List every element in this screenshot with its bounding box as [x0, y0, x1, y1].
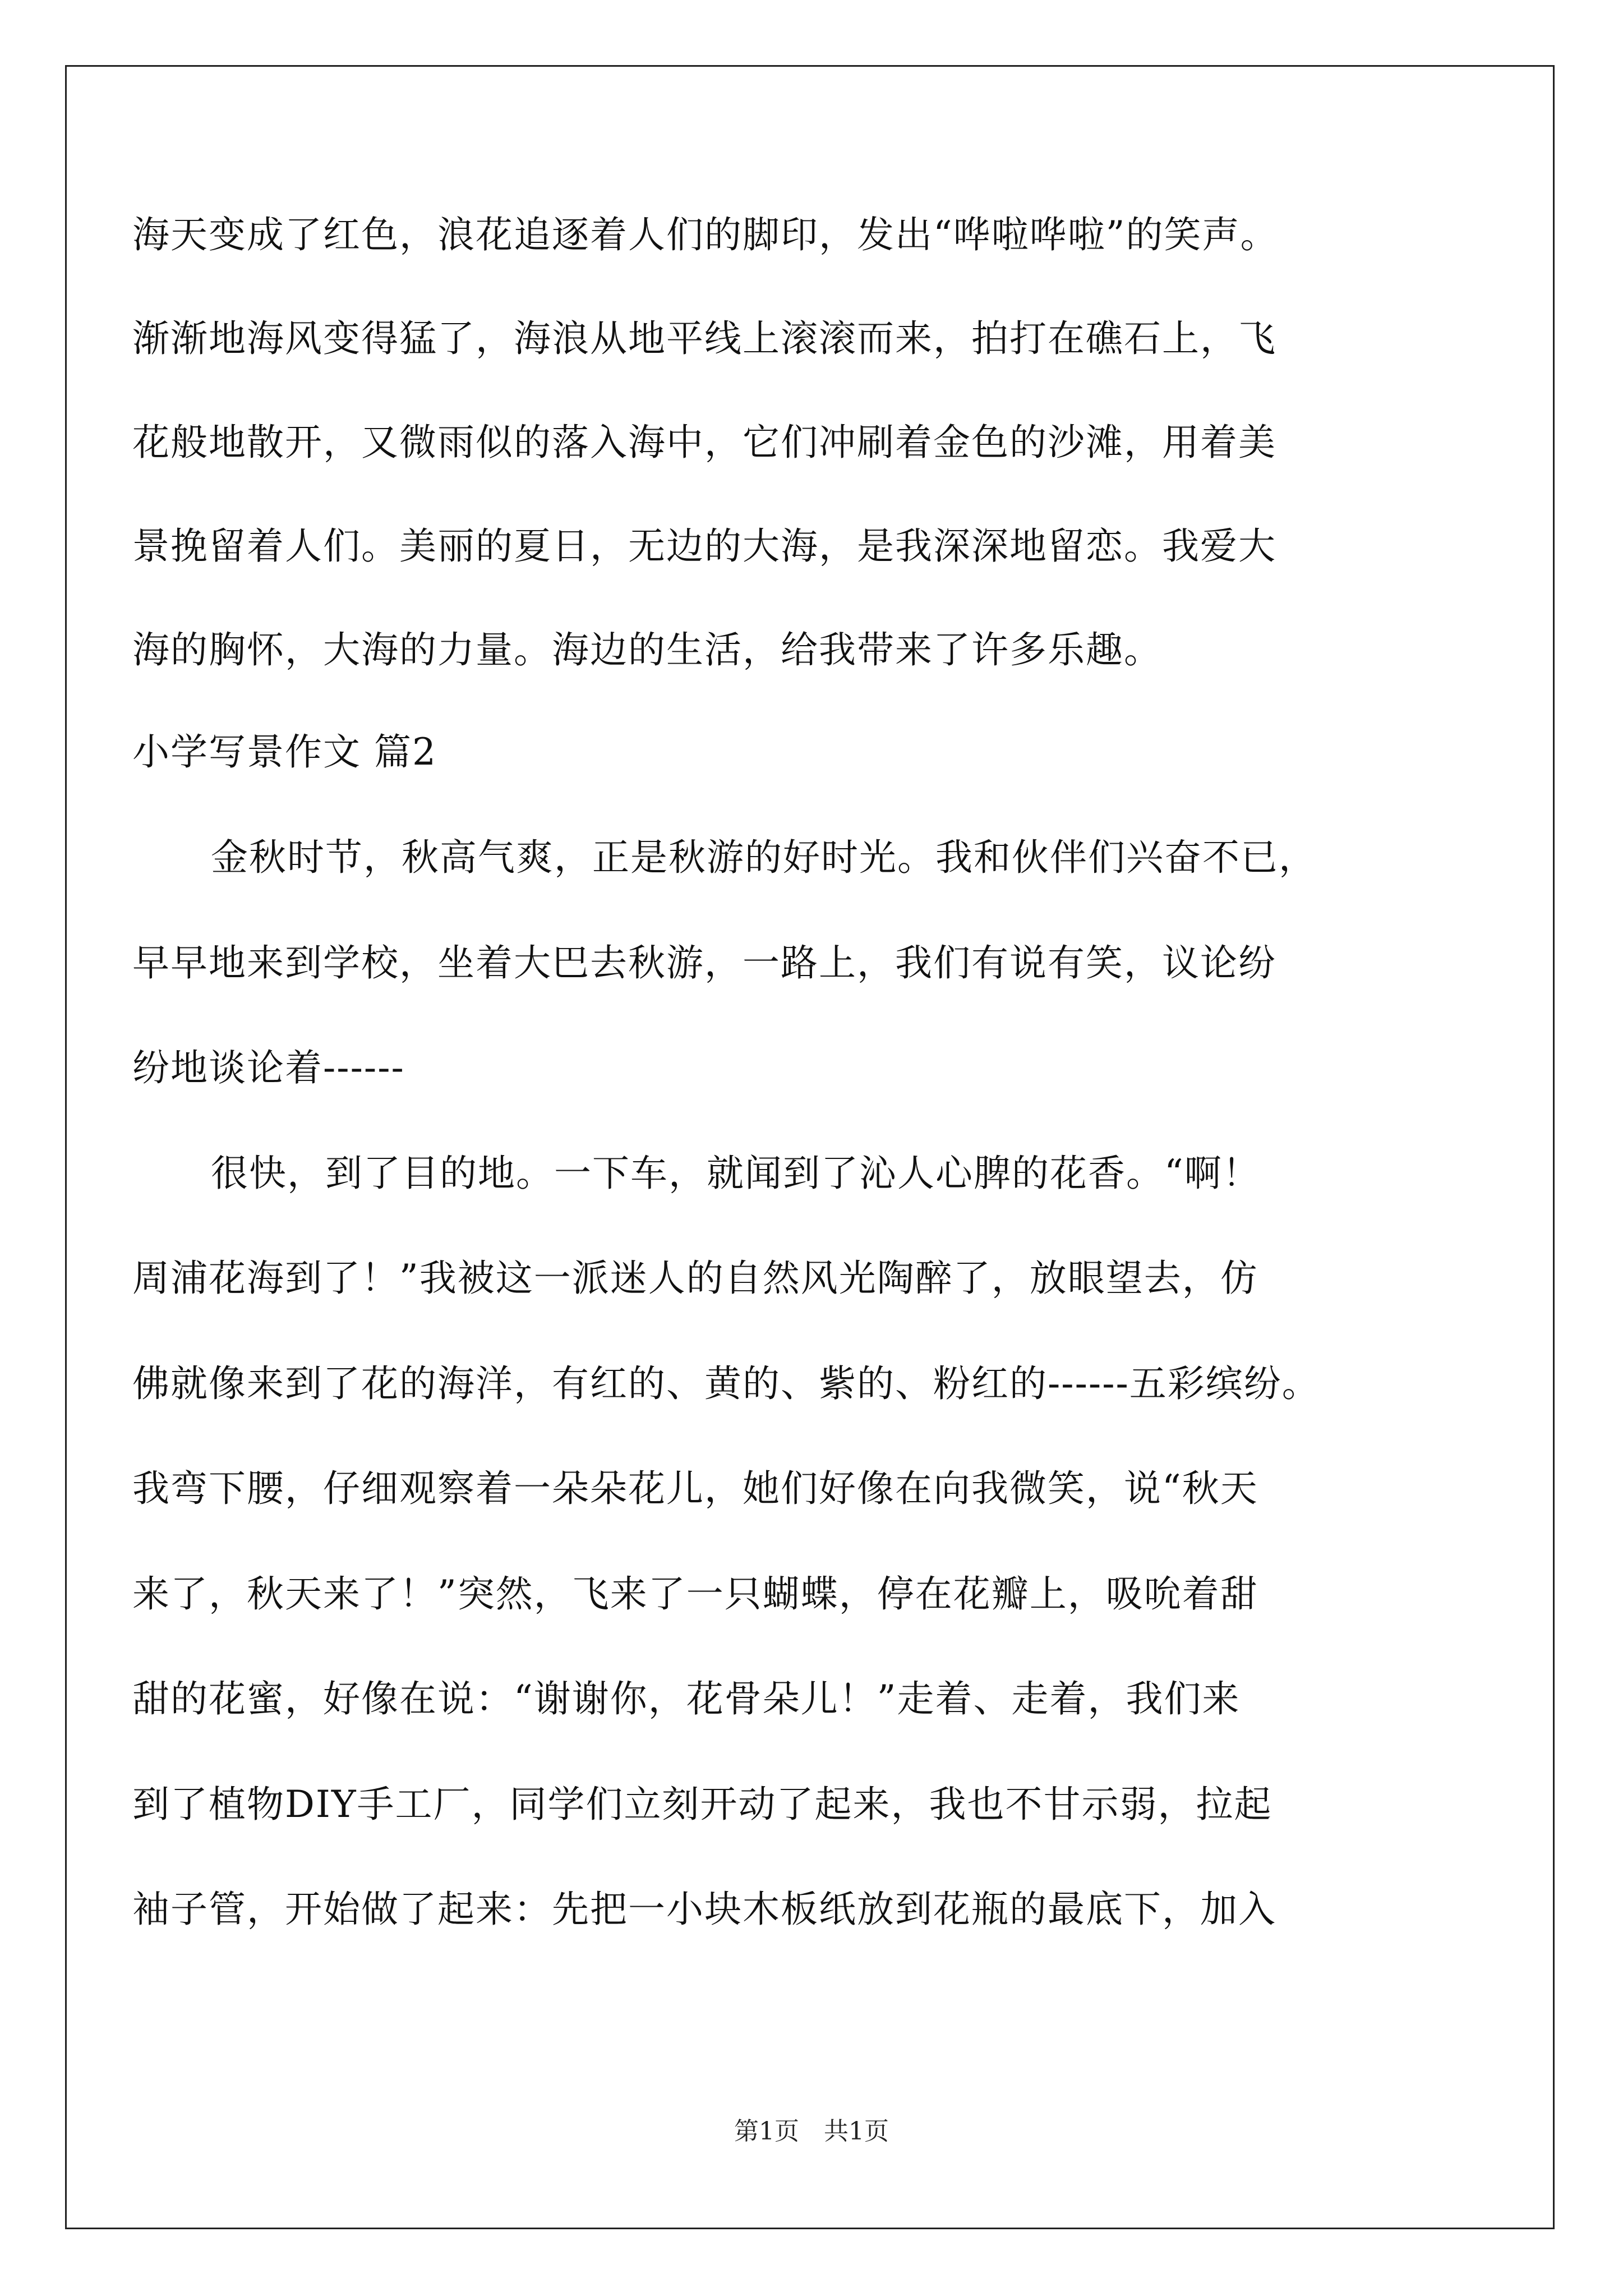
text-line: 到了植物DIY手工厂，同学们立刻开动了起来，我也不甘示弱，拉起 — [132, 1783, 1272, 1826]
text-line: 海的胸怀，大海的力量。海边的生活，给我带来了许多乐趣。 — [132, 628, 1162, 671]
text-line: 纷地谈论着------ — [132, 1046, 405, 1089]
text-line: 花般地散开，又微雨似的落入海中，它们冲刷着金色的沙滩，用着美 — [132, 421, 1276, 464]
text-line: 我弯下腰，仔细观察着一朵朵花儿，她们好像在向我微笑，说“秋天 — [132, 1467, 1258, 1510]
text-line: 周浦花海到了！”我被这一派迷人的自然风光陶醉了，放眼望去，仿 — [132, 1257, 1258, 1300]
text-line: 佛就像来到了花的海洋，有红的、黄的、紫的、粉红的------五彩缤纷。 — [132, 1362, 1320, 1405]
page-footer: 第1页 共1页 — [734, 2117, 889, 2146]
text-line: 早早地来到学校，坐着大巴去秋游，一路上，我们有说有笑，议论纷 — [132, 941, 1276, 984]
text-line: 袖子管，开始做了起来：先把一小块木板纸放到花瓶的最底下，加入 — [132, 1888, 1276, 1931]
text-line: 渐渐地海风变得猛了，海浪从地平线上滚滚而来，拍打在礁石上，飞 — [132, 317, 1276, 360]
paragraph-start-line: 很快，到了目的地。一下车，就闻到了沁人心脾的花香。“啊！ — [211, 1152, 1261, 1195]
paragraph-start-line: 金秋时节，秋高气爽，正是秋游的好时光。我和伙伴们兴奋不已， — [211, 836, 1317, 879]
section-heading: 小学写景作文 篇2 — [132, 730, 437, 774]
text-line: 海天变成了红色，浪花追逐着人们的脚印，发出“哗啦哗啦”的笑声。 — [132, 213, 1279, 256]
text-line: 景挽留着人们。美丽的夏日，无边的大海，是我深深地留恋。我爱大 — [132, 524, 1276, 568]
text-line: 来了，秋天来了！”突然，飞来了一只蝴蝶，停在花瓣上，吸吮着甜 — [132, 1572, 1258, 1616]
text-line: 甜的花蜜，好像在说：“谢谢你，花骨朵儿！”走着、走着，我们来 — [132, 1677, 1241, 1720]
